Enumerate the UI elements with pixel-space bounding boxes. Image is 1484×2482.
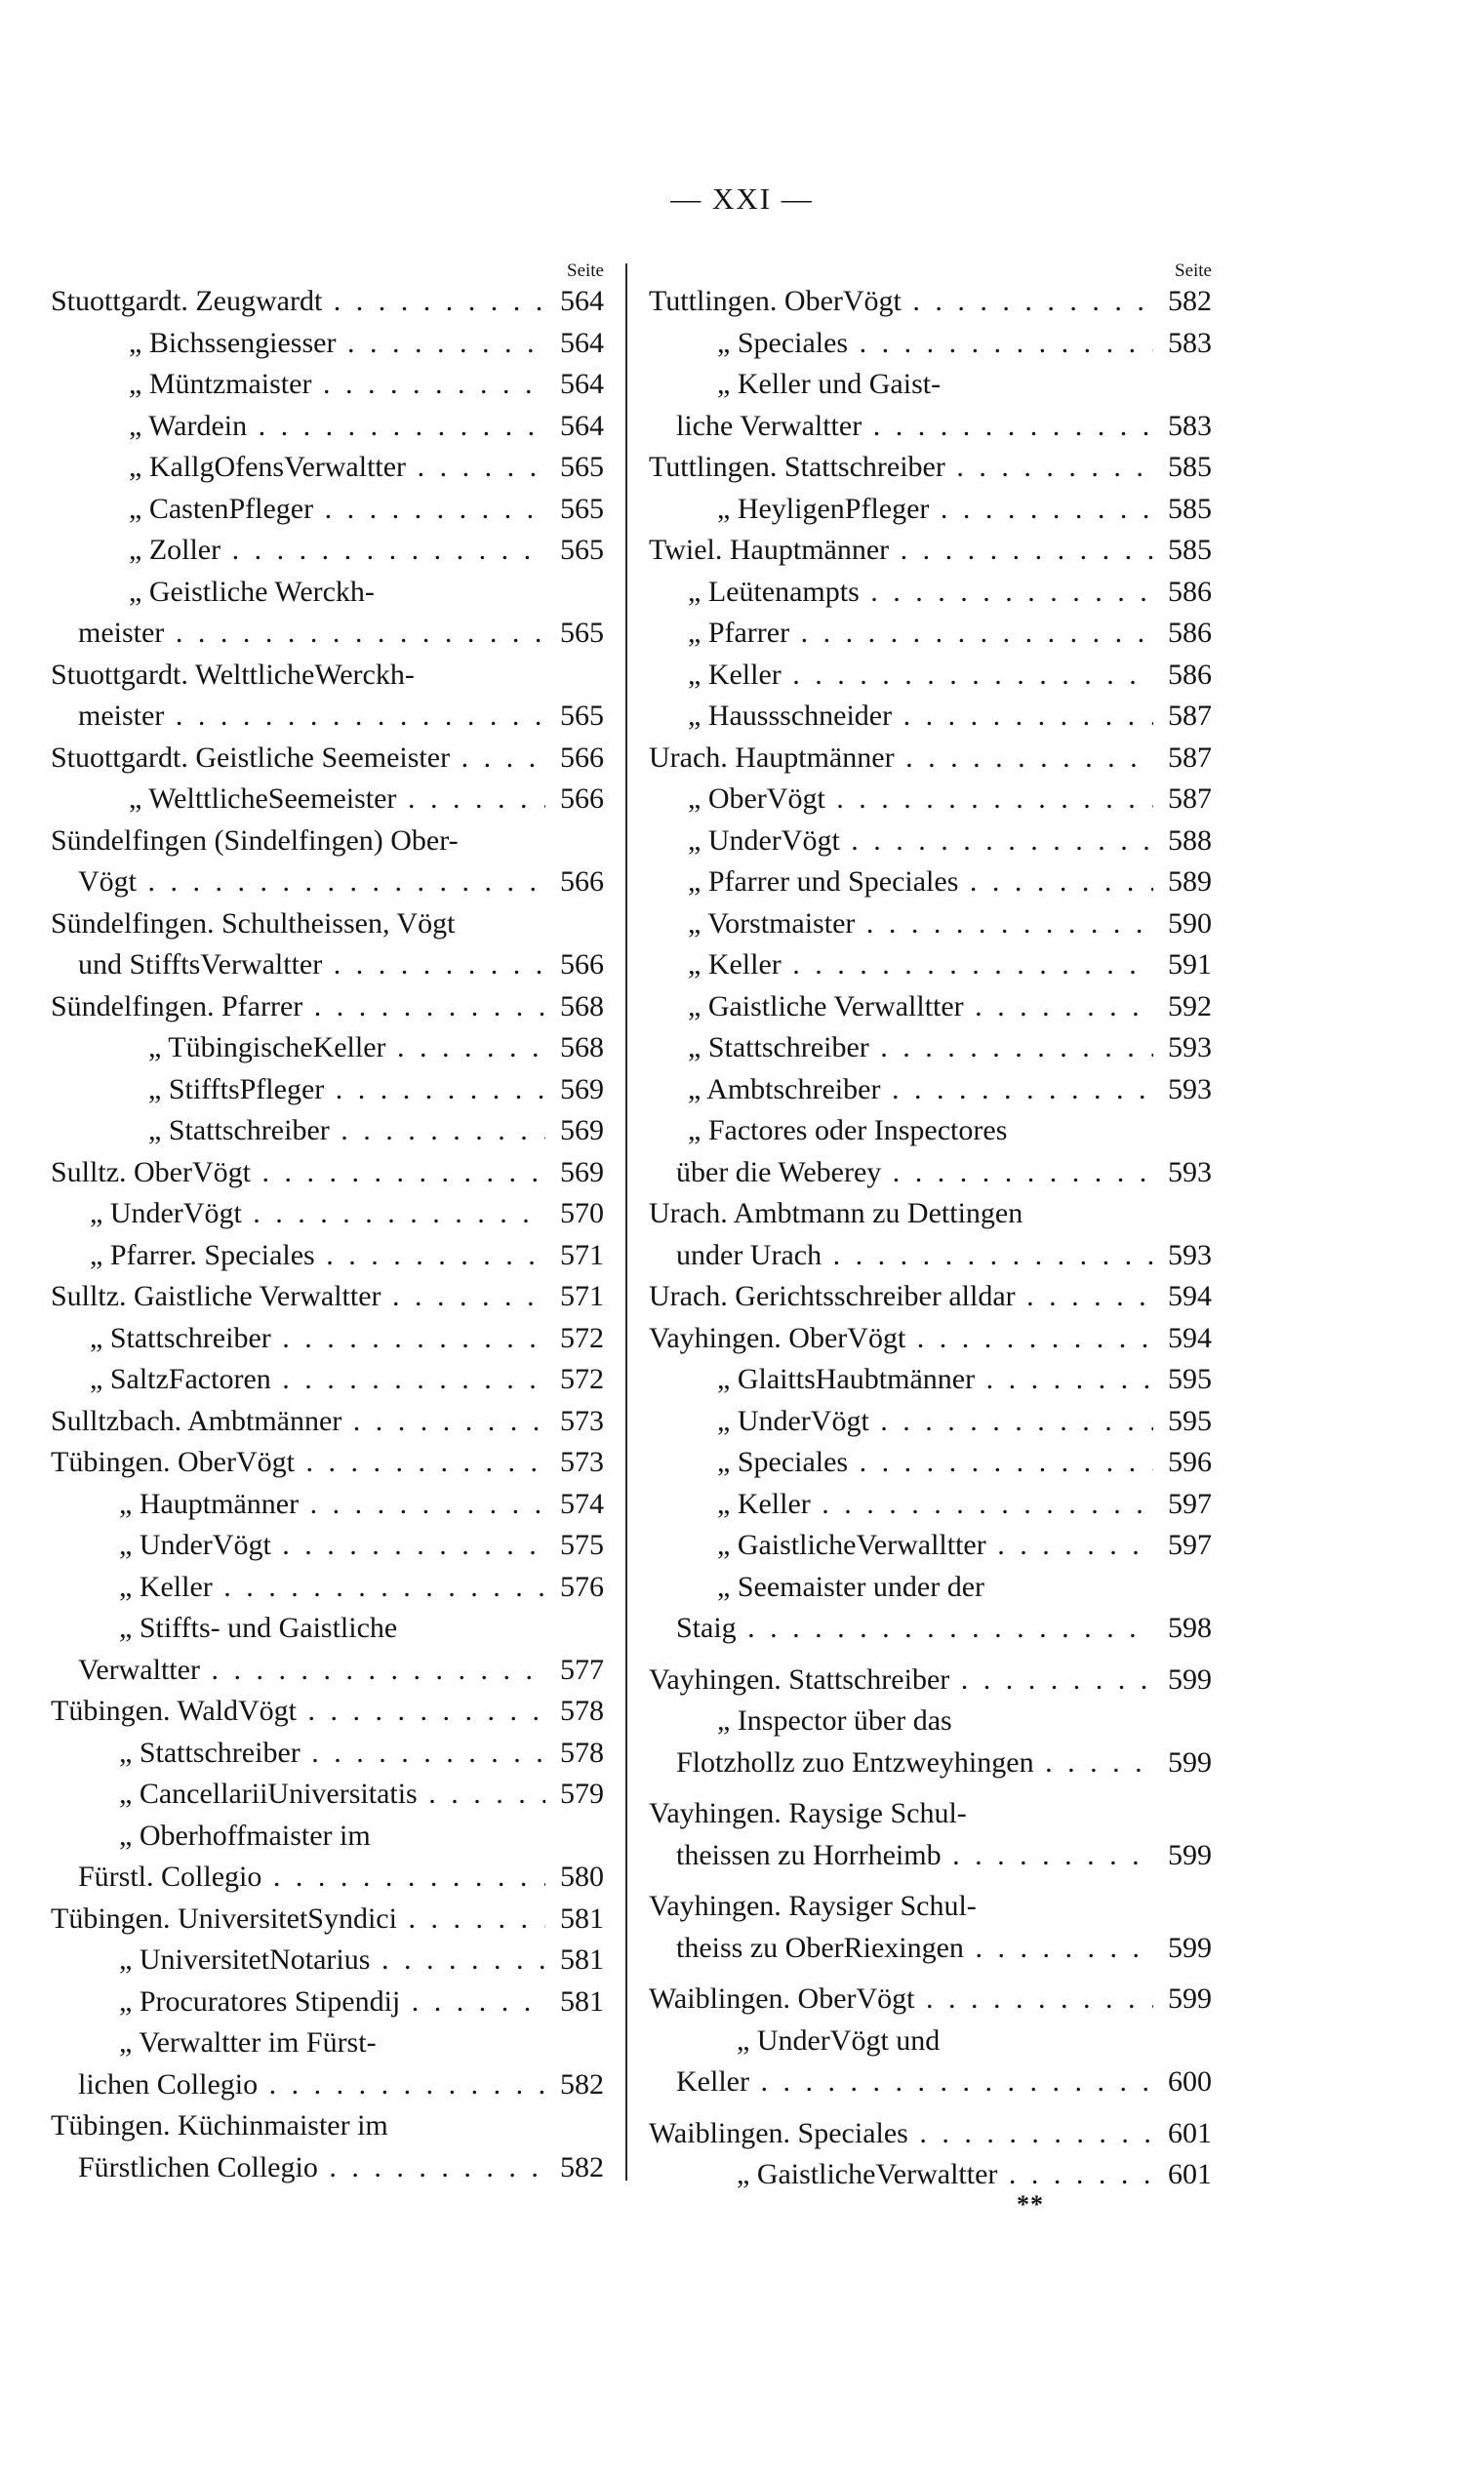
entry-page-number: 579 — [554, 1774, 604, 1816]
index-entry — [51, 986, 604, 1028]
entry-page-number: 569 — [554, 1069, 604, 1111]
index-entry — [649, 364, 1212, 406]
entry-page-number: 566 — [554, 738, 604, 780]
index-entry — [51, 2147, 604, 2189]
index-entry — [51, 1899, 604, 1941]
entry-page-number: 583 — [1162, 406, 1212, 448]
entry-label: Vayhingen. Raysiger Schul- — [649, 1890, 977, 1922]
entry-page-number: 592 — [1162, 986, 1212, 1028]
seite-label-right: Seite — [1175, 260, 1212, 281]
entry-page-number: 583 — [1162, 323, 1212, 365]
index-entry — [649, 1401, 1212, 1443]
index-entry — [51, 1816, 604, 1858]
entry-label: Waiblingen. Speciales . . . — [649, 2113, 1153, 2155]
entry-page-number: 597 — [1162, 1525, 1212, 1567]
entry-label: Urach. Gerichtsschreiber alldar . . . — [649, 1276, 1153, 1318]
index-entry — [51, 1318, 604, 1360]
index-entry — [649, 861, 1212, 903]
entry-label: „ Factores oder Inspectores — [688, 1114, 1008, 1146]
index-entry — [51, 613, 604, 655]
entry-label: „ Wardein . . . — [51, 406, 545, 448]
index-entry — [51, 738, 604, 780]
entry-page-number: 594 — [1162, 1276, 1212, 1318]
index-entry — [649, 281, 1212, 323]
index-entry — [649, 1442, 1212, 1484]
entry-page-number: 599 — [1162, 1979, 1212, 2021]
index-entry — [649, 1742, 1212, 1784]
index-entry — [51, 696, 604, 738]
entry-page-number: 588 — [1162, 821, 1212, 862]
entry-label: „ HeyligenPfleger . . . — [649, 489, 1153, 531]
entry-page-number: 582 — [554, 2064, 604, 2106]
index-entry — [649, 1069, 1212, 1111]
entry-label: „ Verwaltter im Fürst- — [119, 2026, 377, 2059]
entry-label: Vayhingen. Stattschreiber . . . — [649, 1660, 1153, 1701]
entry-label: „ Gaistliche Verwalltter . . . — [649, 986, 1153, 1028]
index-entry — [51, 572, 604, 614]
entry-label: „ Vorstmaister . . . — [649, 903, 1153, 945]
entry-page-number: 595 — [1162, 1401, 1212, 1443]
entry-label: „ TübingischeKeller . . . — [51, 1027, 545, 1069]
entry-label: „ KallgOfensVerwaltter . . . — [51, 447, 545, 489]
index-entry — [51, 1401, 604, 1443]
entry-label: meister . . . — [51, 613, 545, 655]
entry-page-number: 572 — [554, 1359, 604, 1401]
entry-page-number: 599 — [1162, 1835, 1212, 1877]
index-entry — [649, 613, 1212, 655]
index-entry — [51, 364, 604, 406]
entry-label: „ Ambtschreiber . . . — [649, 1069, 1153, 1111]
entry-page-number: 599 — [1162, 1928, 1212, 1970]
entry-label: Stuottgardt. WelttlicheWerckh- — [51, 658, 415, 691]
page-header: — XXI — — [670, 181, 814, 216]
index-entry — [649, 986, 1212, 1028]
index-entry — [51, 1691, 604, 1733]
entry-label: „ WelttlicheSeemeister . . . — [51, 779, 545, 821]
index-entry — [51, 1235, 604, 1277]
entry-label: „ CastenPfleger . . . — [51, 489, 545, 531]
entry-label: „ UniversitetNotarius . . . — [51, 1940, 545, 1982]
entry-label: Verwaltter . . . — [51, 1650, 545, 1692]
entry-label: Sulltz. OberVögt . . . — [51, 1152, 545, 1194]
entry-label: „ Keller . . . — [649, 1484, 1153, 1526]
entry-label: Vayhingen. Raysige Schul- — [649, 1797, 967, 1829]
entry-label: „ UnderVögt . . . — [649, 821, 1153, 862]
index-entry — [649, 489, 1212, 531]
entry-label: „ Stattschreiber . . . — [51, 1110, 545, 1152]
left-entries — [51, 281, 604, 2188]
entry-label: meister . . . — [51, 696, 545, 738]
entry-label: „ Stiffts- und Gaistliche — [119, 1612, 398, 1644]
entry-page-number: 601 — [1162, 2113, 1212, 2155]
index-entry — [51, 489, 604, 531]
index-entry — [649, 572, 1212, 614]
entry-label: „ Stattschreiber . . . — [51, 1733, 545, 1775]
entry-page-number: 566 — [554, 944, 604, 986]
entry-page-number: 564 — [554, 364, 604, 406]
entry-page-number: 578 — [554, 1691, 604, 1733]
entry-label: Tübingen. OberVögt . . . — [51, 1442, 545, 1484]
entry-label: Staig . . . — [649, 1608, 1153, 1650]
index-entry — [649, 1608, 1212, 1650]
entry-page-number: 597 — [1162, 1484, 1212, 1526]
entry-label: „ Bichssengiesser . . . — [51, 323, 545, 365]
index-entry — [649, 1701, 1212, 1742]
entry-page-number: 568 — [554, 1027, 604, 1069]
index-entry — [649, 2154, 1212, 2196]
entry-page-number: 573 — [554, 1442, 604, 1484]
index-entry — [649, 821, 1212, 862]
entry-page-number: 598 — [1162, 1608, 1212, 1650]
entry-label: „ UnderVögt . . . — [51, 1525, 545, 1567]
index-entry — [649, 1835, 1212, 1877]
entry-label: „ GaistlicheVerwaltter . . . — [649, 2154, 1153, 2196]
entry-label: „ Geistliche Werckh- — [129, 575, 375, 608]
index-entry — [51, 1650, 604, 1692]
entry-page-number: 582 — [1162, 281, 1212, 323]
entry-page-number: 593 — [1162, 1069, 1212, 1111]
entry-page-number: 582 — [554, 2147, 604, 2189]
entry-page-number: 564 — [554, 281, 604, 323]
index-entry — [51, 530, 604, 572]
index-entry — [51, 323, 604, 365]
entry-page-number: 565 — [554, 489, 604, 531]
entry-label: „ Stattschreiber . . . — [51, 1318, 545, 1360]
index-entry — [649, 1928, 1212, 1970]
index-entry — [51, 1484, 604, 1526]
entry-label: Vögt . . . — [51, 861, 545, 903]
index-entry — [649, 1152, 1212, 1194]
right-column — [649, 261, 1212, 2196]
entry-page-number: 587 — [1162, 738, 1212, 780]
entry-page-number: 572 — [554, 1318, 604, 1360]
index-entry — [51, 1276, 604, 1318]
index-entry — [51, 779, 604, 821]
entry-page-number: 601 — [1162, 2154, 1212, 2196]
entry-label: „ Pfarrer und Speciales . . . — [649, 861, 1153, 903]
index-entry — [51, 1608, 604, 1650]
entry-label: „ Oberhoffmaister im — [119, 1819, 371, 1852]
index-entry — [51, 1027, 604, 1069]
entry-label: under Urach . . . — [649, 1235, 1153, 1277]
entry-page-number: 570 — [554, 1193, 604, 1235]
entry-label: Urach. Ambtmann zu Dettingen — [649, 1197, 1023, 1229]
index-entry — [649, 406, 1212, 448]
index-entry — [51, 1567, 604, 1609]
entry-label: „ UnderVögt . . . — [649, 1401, 1153, 1443]
entry-label: Tuttlingen. OberVögt . . . — [649, 281, 1153, 323]
entry-label: „ GaistlicheVerwalltter . . . — [649, 1525, 1153, 1567]
entry-page-number: 568 — [554, 986, 604, 1028]
entry-label: „ Pfarrer. Speciales . . . — [51, 1235, 545, 1277]
index-entry — [649, 903, 1212, 945]
entry-label: „ StifftsPfleger . . . — [51, 1069, 545, 1111]
entry-page-number: 585 — [1162, 447, 1212, 489]
entry-label: Urach. Hauptmänner . . . — [649, 738, 1153, 780]
index-entry — [649, 1484, 1212, 1526]
entry-page-number: 565 — [554, 530, 604, 572]
index-entry — [51, 655, 604, 697]
entry-label: Stuottgardt. Zeugwardt . . . — [51, 281, 545, 323]
entry-page-number: 591 — [1162, 944, 1212, 986]
entry-page-number: 571 — [554, 1276, 604, 1318]
entry-page-number: 564 — [554, 406, 604, 448]
index-entry — [51, 903, 604, 945]
entry-page-number: 593 — [1162, 1235, 1212, 1277]
index-entry — [51, 1940, 604, 1982]
index-entry — [51, 1193, 604, 1235]
entry-page-number: 595 — [1162, 1359, 1212, 1401]
index-entry — [51, 1774, 604, 1816]
entry-label: theissen zu Horrheimb . . . — [649, 1835, 1153, 1877]
entry-page-number: 600 — [1162, 2062, 1212, 2103]
signature-mark: ** — [1017, 2190, 1044, 2219]
entry-page-number: 599 — [1162, 1660, 1212, 1701]
index-entry — [51, 861, 604, 903]
index-entry — [649, 1110, 1212, 1152]
index-entry — [649, 323, 1212, 365]
entry-label: „ Keller und Gaist- — [717, 368, 942, 400]
entry-page-number: 569 — [554, 1152, 604, 1194]
entry-label: „ Inspector über das — [717, 1704, 952, 1737]
entry-label: Tübingen. Küchinmaister im — [51, 2109, 388, 2142]
index-entry — [649, 1525, 1212, 1567]
entry-page-number: 569 — [554, 1110, 604, 1152]
entry-label: Keller . . . — [649, 2062, 1153, 2103]
index-entry — [51, 1733, 604, 1775]
entry-label: „ UnderVögt . . . — [51, 1193, 545, 1235]
entry-page-number: 581 — [554, 1899, 604, 1941]
entry-page-number: 565 — [554, 447, 604, 489]
entry-label: über die Weberey . . . — [649, 1152, 1153, 1194]
entry-label: „ Procuratores Stipendij . . . — [51, 1982, 545, 2023]
index-entry — [649, 1979, 1212, 2021]
index-entry — [51, 281, 604, 323]
index-entry — [649, 1235, 1212, 1277]
entry-page-number: 589 — [1162, 861, 1212, 903]
index-entry — [649, 779, 1212, 821]
index-entry — [649, 1027, 1212, 1069]
entry-label: „ Keller . . . — [649, 655, 1153, 697]
entry-label: „ Stattschreiber . . . — [649, 1027, 1153, 1069]
index-entry — [51, 1442, 604, 1484]
entry-label: Sulltzbach. Ambtmänner . . . — [51, 1401, 545, 1443]
entry-label: Fürstlichen Collegio . . . — [51, 2147, 545, 2189]
entry-page-number: 573 — [554, 1401, 604, 1443]
index-entry — [51, 1152, 604, 1194]
index-entry — [649, 1359, 1212, 1401]
entry-label: liche Verwaltter . . . — [649, 406, 1153, 448]
entry-label: Twiel. Hauptmänner . . . — [649, 530, 1153, 572]
entry-page-number: 565 — [554, 613, 604, 655]
entry-label: „ Zoller . . . — [51, 530, 545, 572]
entry-page-number: 593 — [1162, 1027, 1212, 1069]
entry-page-number: 575 — [554, 1525, 604, 1567]
entry-label: „ Haussschneider . . . — [649, 696, 1153, 738]
entry-label: Sulltz. Gaistliche Verwaltter . . . — [51, 1276, 545, 1318]
index-entry — [649, 1567, 1212, 1609]
index-entry — [51, 821, 604, 862]
index-entry — [51, 1110, 604, 1152]
entry-page-number: 585 — [1162, 489, 1212, 531]
entry-page-number: 564 — [554, 323, 604, 365]
entry-label: Tuttlingen. Stattschreiber . . . — [649, 447, 1153, 489]
index-entry — [649, 696, 1212, 738]
entry-label: „ Müntzmaister . . . — [51, 364, 545, 406]
index-entry — [51, 1982, 604, 2023]
entry-label: Tübingen. WaldVögt . . . — [51, 1691, 545, 1733]
entry-label: „ Keller . . . — [649, 944, 1153, 986]
entry-page-number: 586 — [1162, 572, 1212, 614]
index-entry — [649, 1793, 1212, 1835]
entry-label: „ GlaittsHaubtmänner . . . — [649, 1359, 1153, 1401]
index-entry — [51, 2105, 604, 2147]
entry-page-number: 599 — [1162, 1742, 1212, 1784]
entry-label: Sündelfingen. Pfarrer . . . — [51, 986, 545, 1028]
entry-page-number: 596 — [1162, 1442, 1212, 1484]
entry-page-number: 571 — [554, 1235, 604, 1277]
index-entry — [51, 2064, 604, 2106]
index-entry — [649, 1318, 1212, 1360]
entry-label: „ Speciales . . . — [649, 323, 1153, 365]
entry-label: Stuottgardt. Geistliche Seemeister . . . — [51, 738, 545, 780]
entry-label: „ Speciales . . . — [649, 1442, 1153, 1484]
entry-label: theiss zu OberRiexingen . . . — [649, 1928, 1153, 1970]
entry-page-number: 578 — [554, 1733, 604, 1775]
index-entry — [51, 406, 604, 448]
entry-page-number: 586 — [1162, 613, 1212, 655]
entry-label: „ UnderVögt und — [737, 2023, 941, 2057]
entry-page-number: 574 — [554, 1484, 604, 1526]
entry-page-number: 577 — [554, 1650, 604, 1692]
entry-label: Waiblingen. OberVögt . . . — [649, 1979, 1153, 2021]
entry-page-number: 581 — [554, 1940, 604, 1982]
index-entry — [649, 2113, 1212, 2155]
entry-page-number: 586 — [1162, 655, 1212, 697]
entry-label: „ Pfarrer . . . — [649, 613, 1153, 655]
entry-label: „ Leütenampts . . . — [649, 572, 1153, 614]
index-entry — [649, 1886, 1212, 1928]
index-entry — [649, 530, 1212, 572]
index-entry — [51, 944, 604, 986]
entry-label: Vayhingen. OberVögt . . . — [649, 1318, 1153, 1360]
entry-label: Fürstl. Collegio . . . — [51, 1857, 545, 1899]
entry-label: Sündelfingen (Sindelfingen) Ober- — [51, 823, 459, 857]
index-entry — [649, 655, 1212, 697]
entry-page-number: 566 — [554, 861, 604, 903]
index-entry — [51, 1857, 604, 1899]
entry-label: „ Keller . . . — [51, 1567, 545, 1609]
index-entry — [649, 2021, 1212, 2062]
entry-page-number: 566 — [554, 779, 604, 821]
left-column — [51, 261, 604, 2188]
index-entry — [649, 1276, 1212, 1318]
entry-page-number: 576 — [554, 1567, 604, 1609]
index-entry — [649, 1660, 1212, 1701]
index-entry — [51, 1525, 604, 1567]
entry-label: lichen Collegio . . . — [51, 2064, 545, 2106]
index-entry — [51, 1069, 604, 1111]
entry-page-number: 565 — [554, 696, 604, 738]
entry-page-number: 580 — [554, 1857, 604, 1899]
entry-page-number: 590 — [1162, 903, 1212, 945]
right-entries — [649, 281, 1212, 2196]
entry-label: „ SaltzFactoren . . . — [51, 1359, 545, 1401]
entry-label: Tübingen. UniversitetSyndici . . . — [51, 1899, 545, 1941]
entry-label: „ CancellariiUniversitatis . . . — [51, 1774, 545, 1816]
entry-page-number: 587 — [1162, 779, 1212, 821]
index-entry — [51, 2022, 604, 2064]
entry-page-number: 587 — [1162, 696, 1212, 738]
index-entry — [649, 2062, 1212, 2103]
index-entry — [649, 944, 1212, 986]
entry-label: Sündelfingen. Schultheissen, Vögt — [51, 906, 456, 940]
entry-label: Flotzhollz zuo Entzweyhingen . . . — [649, 1742, 1153, 1784]
entry-page-number: 585 — [1162, 530, 1212, 572]
index-entry — [649, 447, 1212, 489]
column-divider — [625, 263, 627, 2181]
index-entry — [51, 1359, 604, 1401]
entry-label: „ OberVögt . . . — [649, 779, 1153, 821]
index-entry — [649, 1193, 1212, 1235]
entry-page-number: 581 — [554, 1982, 604, 2023]
entry-label: und StifftsVerwaltter . . . — [51, 944, 545, 986]
entry-page-number: 593 — [1162, 1152, 1212, 1194]
seite-label-left: Seite — [567, 260, 604, 281]
entry-label: „ Hauptmänner . . . — [51, 1484, 545, 1526]
index-entry — [51, 447, 604, 489]
entry-page-number: 594 — [1162, 1318, 1212, 1360]
entry-label: „ Seemaister under der — [717, 1570, 985, 1603]
index-entry — [649, 738, 1212, 780]
